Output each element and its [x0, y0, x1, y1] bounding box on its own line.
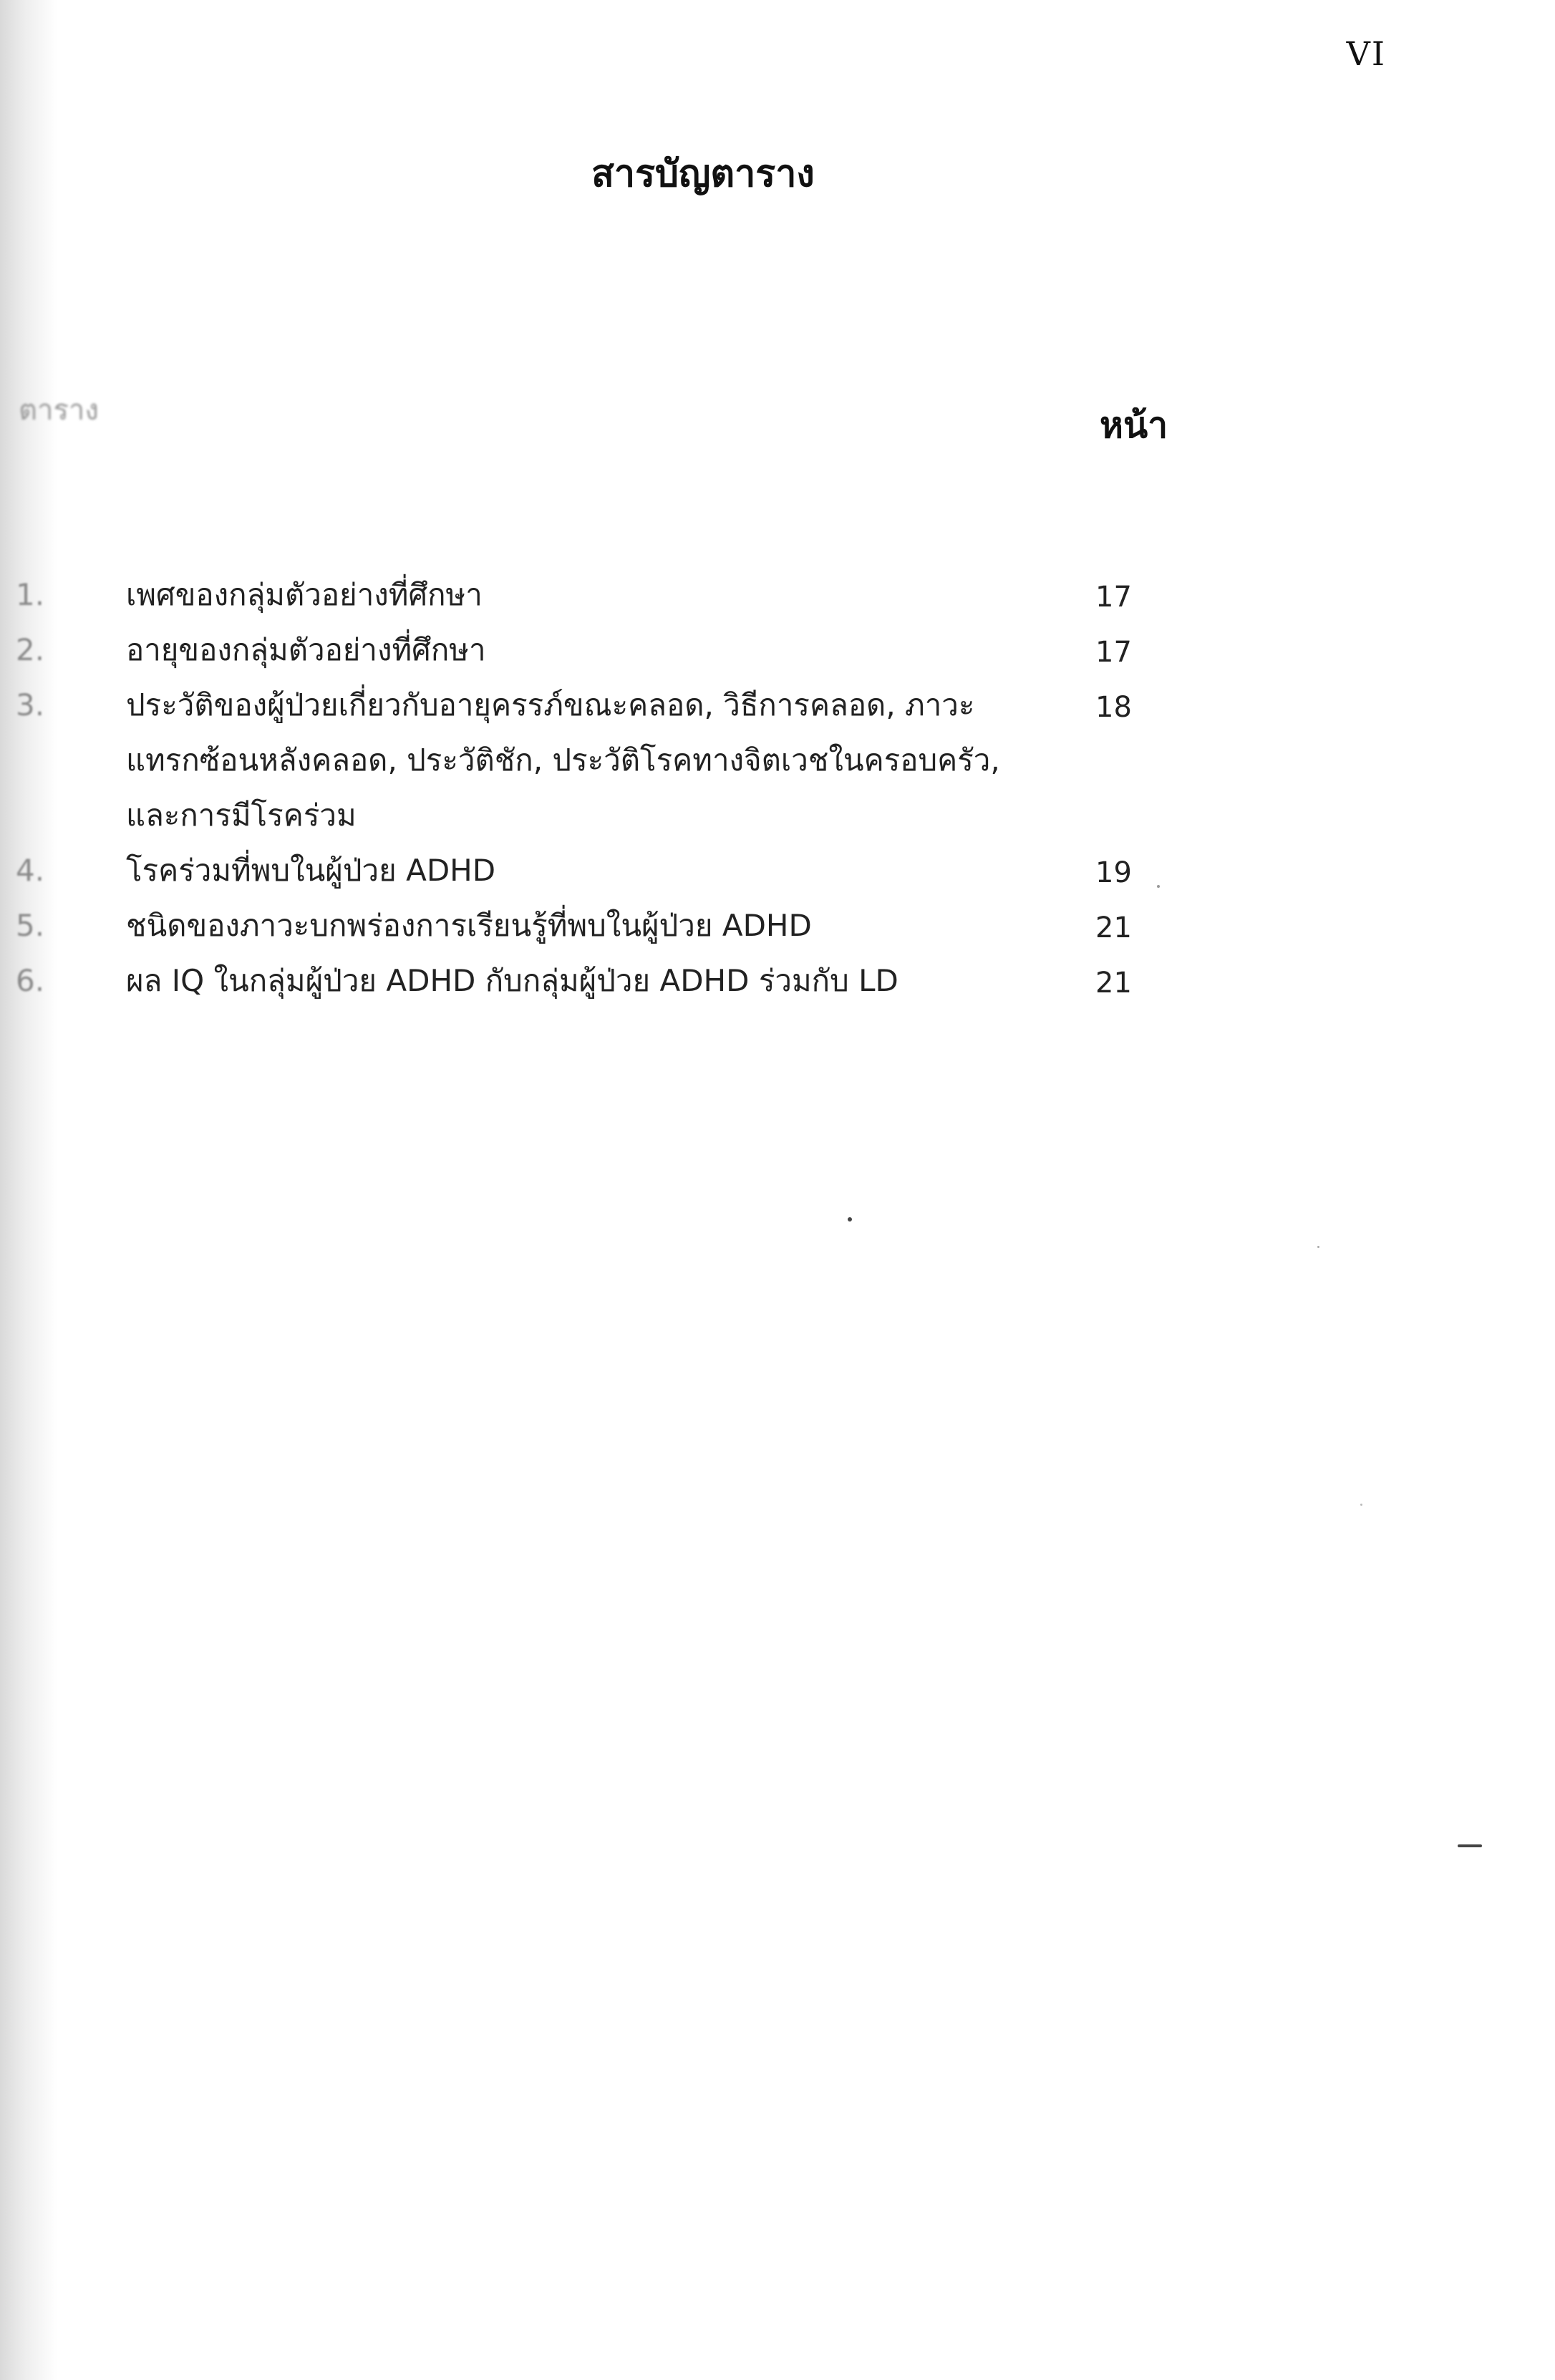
toc-entry-number: 6. [16, 963, 45, 998]
toc-entry-page: 19 [1095, 856, 1132, 889]
toc-entry-number: 4. [16, 853, 45, 888]
scan-speck [1360, 1504, 1362, 1506]
toc-entry-number: 2. [16, 632, 45, 667]
toc-entry-page: 17 [1095, 636, 1132, 669]
toc-entry-number: 1. [16, 577, 45, 612]
toc-entry [0, 622, 1217, 677]
scan-speck [1157, 885, 1160, 888]
toc-entry-page: 17 [1095, 581, 1132, 614]
toc-entry [0, 567, 1217, 622]
page-column-header: หน้า [1100, 405, 1168, 446]
toc-entry-title: ผล IQ ในกลุ่มผู้ป่วย ADHD กับกลุ่มผู้ป่วย ADHD ร่วมกับ LD [126, 963, 898, 998]
scan-speck [848, 1217, 852, 1222]
toc-entry-title: ประวัติของผู้ป่วยเกี่ยวกับอายุครรภ์ขณะคลอด, วิธีการคลอด, ภาวะแทรกซ้อนหลังคลอด, ประวัติชัก, ประวัติโรคทางจิตเวชในครอบครัว, และการมีโรคร่วม [126, 687, 1000, 833]
toc-entry-number: 3. [16, 687, 45, 722]
toc-entry-title: อายุของกลุ่มตัวอย่างที่ศึกษา [126, 632, 486, 667]
toc-entry [0, 898, 1217, 953]
scan-edge-shadow [0, 0, 57, 2380]
toc-entry-title: ชนิดของภาวะบกพร่องการเรียนรู้ที่พบในผู้ป่วย ADHD [126, 908, 812, 943]
toc-entry [0, 677, 1217, 843]
toc-entry-page: 18 [1095, 691, 1132, 724]
toc-entry [0, 953, 1217, 1008]
toc-entry-title: โรคร่วมที่พบในผู้ป่วย ADHD [126, 853, 496, 888]
table-column-header: ตาราง [19, 394, 99, 427]
page-number: VI [1346, 34, 1386, 73]
table-of-contents-list [0, 567, 1217, 1008]
scan-speck [1317, 1246, 1319, 1248]
toc-entry-page: 21 [1095, 911, 1132, 944]
toc-entry [0, 843, 1217, 898]
toc-entry-page: 21 [1095, 967, 1132, 1000]
scan-speck [1458, 1844, 1482, 1847]
toc-entry-title: เพศของกลุ่มตัวอย่างที่ศึกษา [126, 577, 483, 612]
toc-entry-number: 5. [16, 908, 45, 943]
page-title: สารบัญตาราง [591, 153, 815, 195]
